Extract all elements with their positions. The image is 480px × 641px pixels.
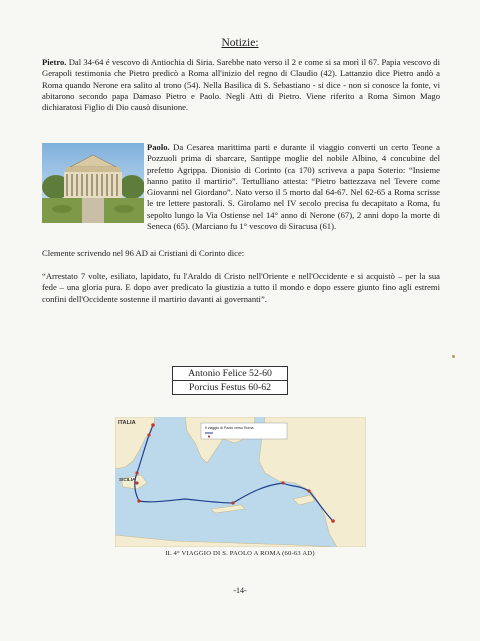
governor-festus: Porcius Festus 60-62 bbox=[188, 382, 272, 393]
page-number: -14- bbox=[233, 586, 247, 595]
page-title: Notizie: bbox=[221, 37, 259, 49]
paolo-name: Paolo. bbox=[147, 142, 170, 152]
place-pozzuoli bbox=[147, 433, 150, 436]
map-caption: IL 4° VIAGGIO DI S. PAOLO A ROMA (60-63 AD) bbox=[165, 550, 315, 557]
scan-speck bbox=[452, 355, 455, 358]
place-siracusa bbox=[135, 481, 138, 484]
map-drawing bbox=[115, 417, 366, 547]
place-roma bbox=[151, 423, 155, 427]
pietro-name: Pietro. bbox=[42, 57, 67, 67]
paragraph-pietro bbox=[42, 57, 440, 113]
basilica-illustration bbox=[42, 143, 144, 223]
place-cesarea bbox=[331, 519, 335, 523]
place-crete bbox=[231, 501, 234, 504]
paragraph-clemente: Clemente scrivendo nel 96 AD ai Cristiani di Corinto dice: bbox=[42, 248, 245, 258]
map-legend-place bbox=[208, 435, 210, 437]
paolo-text: Da Cesarea marittima parti e durante il viaggio converti un certo Teone a Pozzuoli prima di sbarcare, Santippe moglie del nobile Albino, 4 concubine del prefetto Agrippa. Dionisio di Corinto (ca 170) scriveva a papa Soterio: “Insieme hanno patito il martirio”. Tertulliano attesta: “Pietro battezzava nel Tevere come Giovanni nel Giordano”. Nato verso il 5 morto dal 64-67. Nel 62-65 a Roma scrisse le tre lettere pastorali. S. Girolamo nel IV secolo precisa fu decapitato a Roma, fu sepolto lungo la Via Ostiense nel 14° anno di Nerone (67), 2 anni dopo la morte di Seneca (65). (Marciano fu 1° vescovo di Siracusa (61). bbox=[147, 142, 440, 232]
governor-felice: Antonio Felice 52-60 bbox=[173, 367, 287, 381]
map-label-sicilia: SICILIA bbox=[119, 477, 136, 482]
pietro-text: Dal 34-64 é vescovo di Antiochia di Siria. Sarebbe nato verso il 2 e come si sa morì il 67. Papia vescovo di Gerapoli testimonia che Pietro predicò a Roma all'inizio del regno di Claudio (42). Lattanzio dice Pietro andò a Roma quando Nerone era salito al trono (54). Nella Basilica di S. Sebastiano - si dice - non si conosce la fonte, vi abitarono secondo papa Damaso Pietro e Paolo. Negli Atti di Pietro. Viene riferito a Roma Simon Mago dichiaratosi Figlio di Dio causò disunione. bbox=[42, 57, 440, 113]
governors-box bbox=[172, 366, 288, 395]
place-mira bbox=[281, 481, 284, 484]
place-reggio bbox=[135, 471, 138, 474]
place-sidone bbox=[307, 489, 310, 492]
place-malta bbox=[137, 499, 140, 502]
paragraph-quote: “Arrestato 7 volte, esiliato, lapidato, fu l'Araldo di Cristo nell'Oriente e nell'Occidente e si acquistò – per la sua fede – una gloria pura. E dopo aver predicato la giustizia a tutto il mondo e dopo essere giunto fino agli estremi confini dell'Occidente sostenne il martirio davanti ai governanti”. bbox=[42, 271, 440, 304]
paragraph-paolo bbox=[42, 142, 440, 232]
map-legend-title: Il viaggio di Paolo verso Roma bbox=[205, 426, 254, 430]
map-label-italia: ITALIA bbox=[118, 420, 136, 426]
route-map bbox=[115, 417, 366, 547]
basilica-photo bbox=[42, 143, 144, 223]
